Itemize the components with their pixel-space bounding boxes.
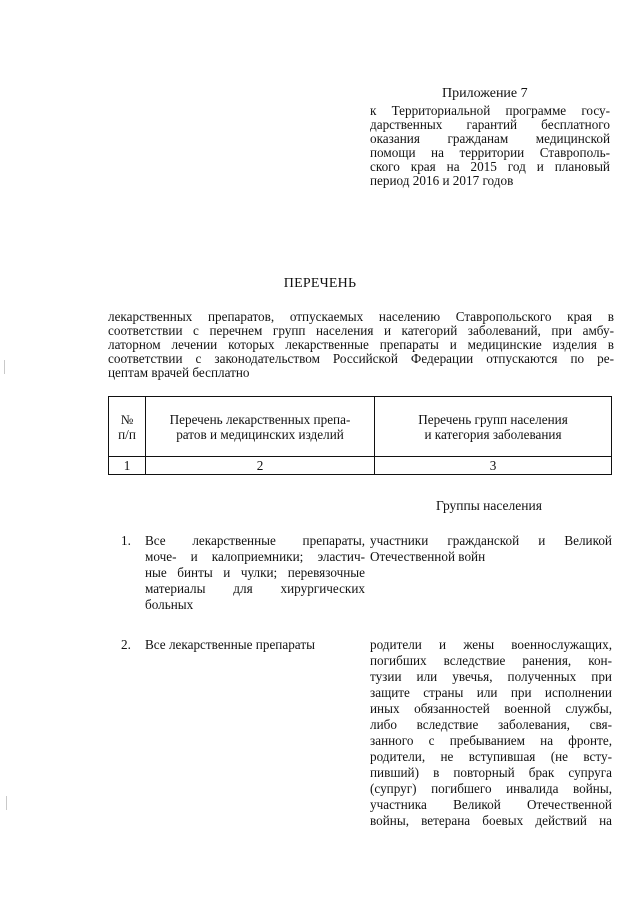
- group-line: тузии или увечья, полученных при: [370, 669, 612, 684]
- annex-line: период 2016 и 2017 годов: [370, 173, 514, 188]
- column-number: 1: [109, 457, 146, 475]
- group-line: участники гражданской и Великой: [370, 533, 612, 548]
- subtitle-line: соответствии с законодательством Российской Федерации отпускаются по ре-: [108, 351, 614, 366]
- annex-label: Приложение 7: [442, 86, 528, 101]
- group-line: родители и жены военнослужащих,: [370, 637, 612, 652]
- annex-line: помощи на территории Ставрополь-: [370, 145, 610, 160]
- group-line: занного с пребыванием на фронте,: [370, 733, 612, 748]
- header-cell-number: № п/п: [109, 397, 146, 457]
- document-title: ПЕРЕЧЕНЬ: [283, 276, 357, 291]
- drug-line: моче- и калоприемники; эластич-: [145, 549, 365, 564]
- scan-mark: [6, 796, 7, 810]
- row-number: 2.: [121, 637, 131, 652]
- subtitle-line: лекарственных препаратов, отпускаемых населению Ставропольского края в: [108, 309, 614, 324]
- drug-line: Все лекарственные препараты,: [145, 533, 365, 548]
- drug-line: ные бинты и чулки; перевязочные: [145, 565, 365, 580]
- group-line: Отечественной войн: [370, 549, 486, 564]
- drug-line: материалы для хирургических: [145, 581, 365, 596]
- scan-mark: [4, 360, 5, 374]
- drug-line: Все лекарственные препараты: [145, 637, 315, 652]
- group-line: защите страны или при исполнении: [370, 685, 612, 700]
- group-line: иных обязанностей военной службы,: [370, 701, 612, 716]
- annex-line: дарственных гарантий бесплатного: [370, 117, 610, 132]
- group-line: войны, ветерана боевых действий на: [370, 813, 612, 828]
- drug-line: больных: [145, 597, 194, 612]
- row-number: 1.: [121, 533, 131, 548]
- subtitle-line: соответствии с перечнем групп населения и категорий заболеваний, при амбу-: [108, 323, 614, 338]
- annex-line: оказания гражданам медицинской: [370, 131, 610, 146]
- annex-line: ского края на 2015 год и плановый: [370, 159, 610, 174]
- header-cell-drugs: Перечень лекарственных препа- ратов и медицинских изделий: [146, 397, 375, 457]
- group-line: родители, не вступившая (не всту-: [370, 749, 612, 764]
- group-line: погибших вследствие ранения, кон-: [370, 653, 612, 668]
- group-line: (супруг) погибшего инвалида войны,: [370, 781, 612, 796]
- header-cell-groups: Перечень групп населения и категория заболевания: [375, 397, 612, 457]
- group-line: участника Великой Отечественной: [370, 797, 612, 812]
- column-number: 3: [375, 457, 612, 475]
- annex-line: к Территориальной программе госу-: [370, 103, 610, 118]
- section-heading: Группы населения: [436, 498, 542, 513]
- group-line: либо вследствие заболевания, свя-: [370, 717, 612, 732]
- subtitle-line: латорном лечении которых лекарственные препараты и медицинские изделия в: [108, 337, 614, 352]
- group-line: пивший) в повторный брак супруга: [370, 765, 612, 780]
- header-table: [108, 396, 612, 475]
- column-number: 2: [146, 457, 375, 475]
- subtitle-line: цептам врачей бесплатно: [108, 365, 250, 380]
